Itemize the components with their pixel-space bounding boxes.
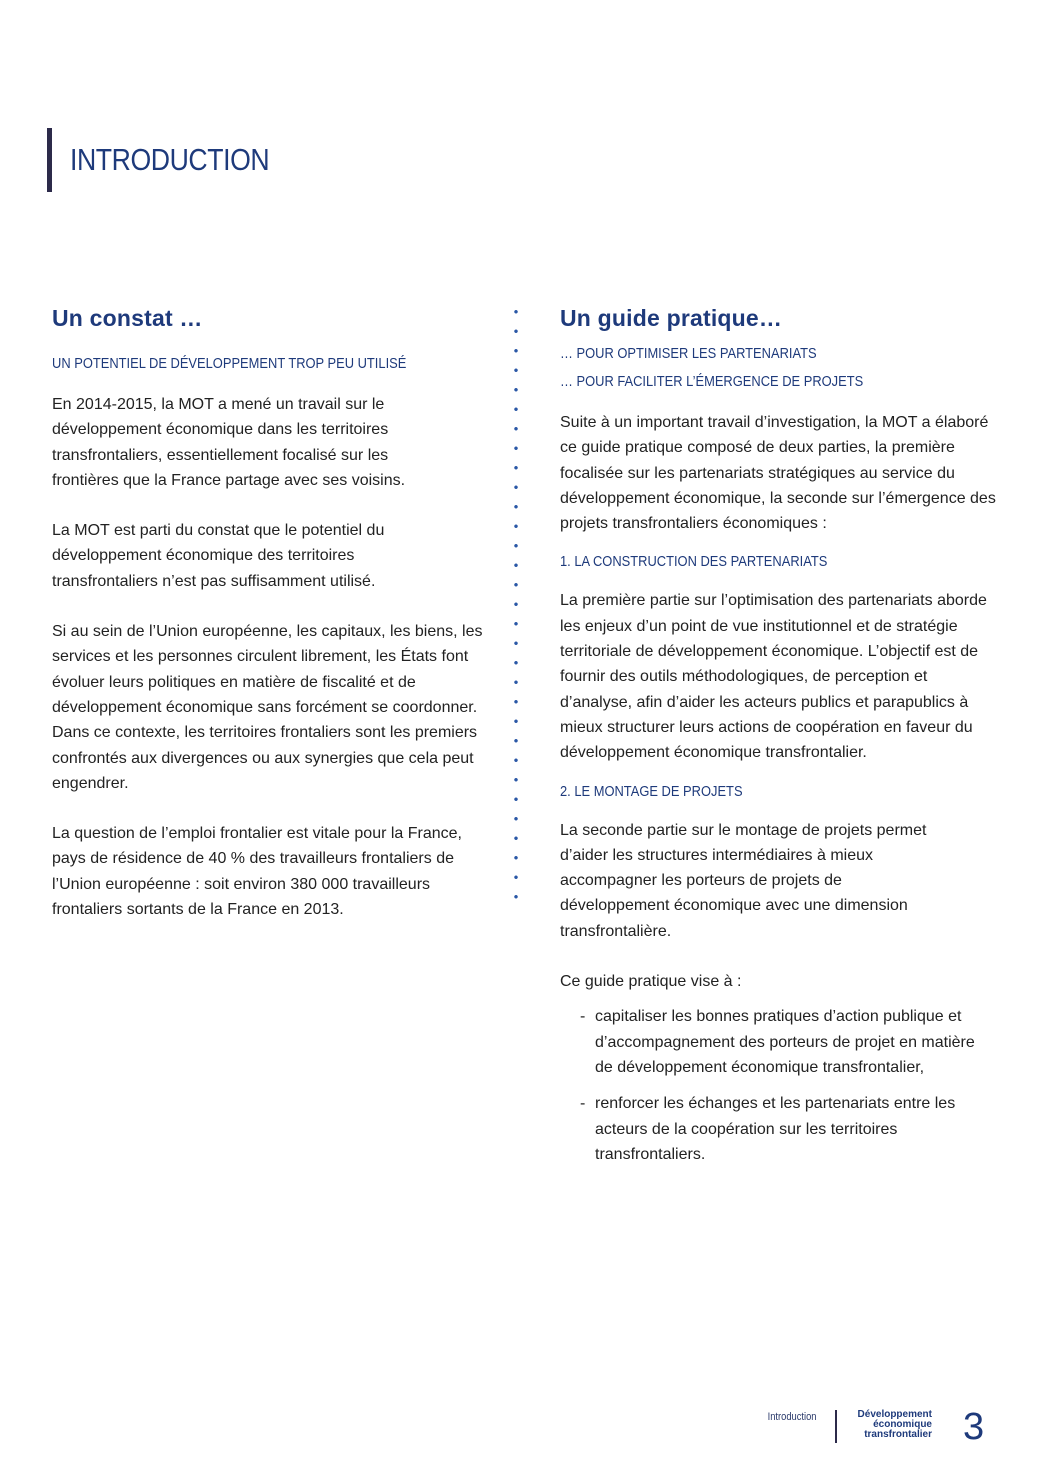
page-number: 3: [963, 1406, 985, 1448]
page-title: INTRODUCTION: [70, 142, 270, 177]
list-item: [560, 1004, 985, 1080]
footer-doc-line: économique: [873, 1419, 932, 1430]
footer-doc-line: transfrontalier: [864, 1429, 932, 1440]
title-accent-bar: [47, 128, 52, 192]
dotted-column-divider: [512, 302, 520, 910]
left-paragraph: Si au sein de l’Union européenne, les capitaux, les biens, les services et les personnes circulent librement, les États font évoluer leurs politiques en matière de fiscalité et de développement économique sans forcément se coordonner. Dans ce contexte, les territoires frontaliers sont les premiers confrontés aux divergences ou aux synergies que cela peut engendrer.: [52, 623, 483, 792]
right-kicker-2: … POUR FACILITER L’ÉMERGENCE DE PROJETS: [560, 373, 864, 390]
left-paragraph: En 2014-2015, la MOT a mené un travail sur le développement économique dans les territoires transfrontaliers, essentiellement focalisé sur les frontières que la France partage avec ses voisins.: [52, 396, 406, 489]
aims-list: [560, 1004, 1000, 1167]
dash-bullet: -: [580, 1095, 586, 1113]
footer-doc-line: Développement: [857, 1409, 932, 1420]
list-item: [560, 1091, 967, 1167]
left-column-title: Un constat …: [52, 305, 203, 331]
section-1-heading: 1. LA CONSTRUCTION DES PARTENARIATS: [560, 553, 828, 571]
left-kicker: UN POTENTIEL DE DÉVELOPPEMENT TROP PEU UTILISÉ: [52, 355, 407, 372]
left-column: [52, 305, 492, 922]
right-intro-paragraph: Suite à un important travail d’investigation, la MOT a élaboré ce guide pratique composé de deux parties, la première focalisée sur les partenariats stratégiques au service du développement économique, la seconde sur l’émergence des projets transfrontaliers économiques :: [560, 414, 996, 533]
right-column: [560, 305, 1000, 1178]
right-kicker-1: … POUR OPTIMISER LES PARTENARIATS: [560, 345, 817, 362]
section-2-text: La seconde partie sur le montage de projets permet d’aider les structures intermédiaires à mieux accompagner les porteurs de projets de développement économique avec une dimension transfrontalière.: [560, 821, 927, 940]
section-2-heading: 2. LE MONTAGE DE PROJETS: [560, 782, 743, 800]
aims-intro: Ce guide pratique vise à :: [560, 973, 742, 991]
dash-bullet: -: [580, 1008, 586, 1026]
page-footer: [760, 1407, 1000, 1447]
aim-text: capitaliser les bonnes pratiques d’action publique et d’accompagnement des porteurs de projet en matière de développement économique transfrontalier,: [595, 1008, 975, 1076]
aim-text: renforcer les échanges et les partenariats entre les acteurs de la coopération sur les territoires transfrontaliers.: [595, 1095, 956, 1163]
left-paragraph: La MOT est parti du constat que le potentiel du développement économique des territoires transfrontaliers n’est pas suffisamment utilisé.: [52, 522, 385, 590]
footer-document-title: [822, 1410, 932, 1440]
section-1-text: La première partie sur l’optimisation des partenariats aborde les enjeux d’un point de vue institutionnel et de stratégie territoriale de développement économique. L’objectif est de fournir des outils méthodologiques, de perception et d’analyse, afin d’aider les acteurs publics et parapublics à mieux structurer leurs actions de coopération en faveur du développement économique transfrontalier.: [560, 592, 987, 762]
right-column-title: Un guide pratique…: [560, 305, 783, 331]
left-paragraph: La question de l’emploi frontalier est vitale pour la France, pays de résidence de 40 % des travailleurs frontaliers de l’Union européenne : soit environ 380 000 travailleurs frontaliers sortants de la France en 2013.: [52, 825, 462, 919]
footer-section-label: Introduction: [767, 1411, 816, 1423]
